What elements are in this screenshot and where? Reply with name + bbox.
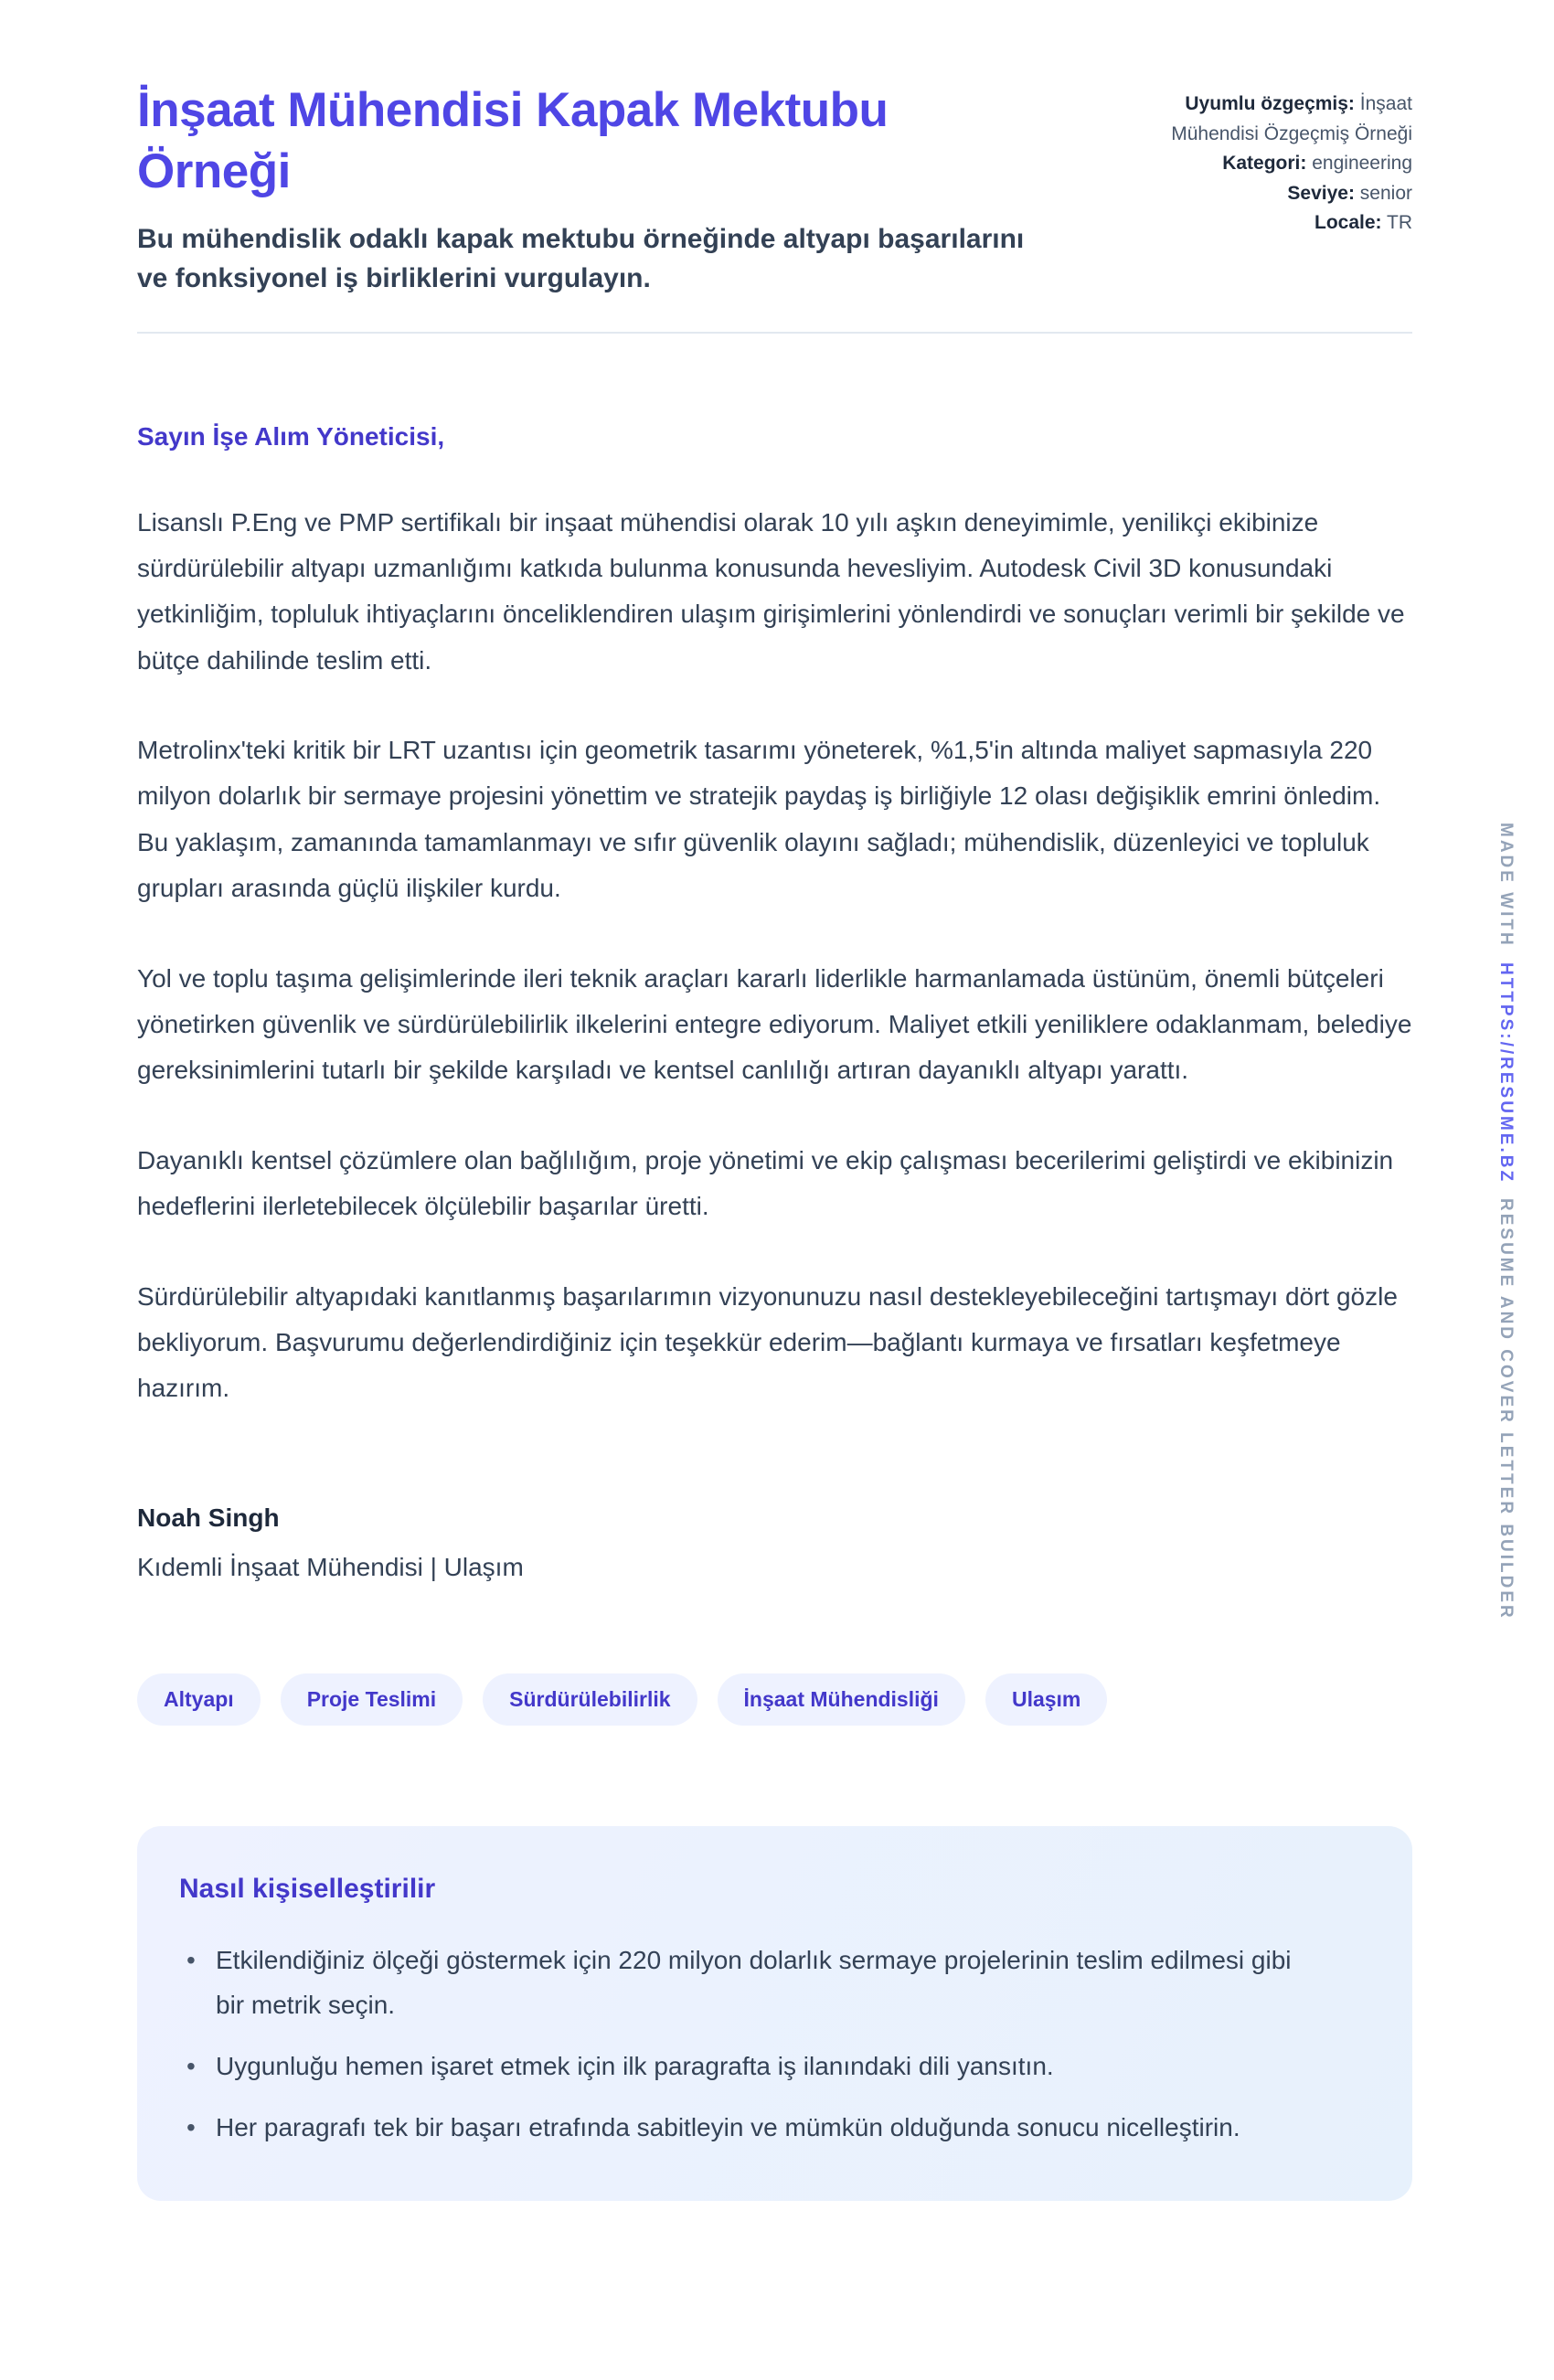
tips-item: • Etkilendiğiniz ölçeği göstermek için 220 milyon dolarlık sermaye projelerinin teslim edilmesi gibi bir metrik seçin. [179,1938,1304,2027]
signature-name: Noah Singh [137,1503,280,1532]
meta-value: TR [1387,212,1412,234]
meta-label: Kategori: [1222,153,1307,175]
builder-tagline: RESUME AND COVER LETTER BUILDER [1496,1197,1516,1620]
made-with-label: MADE WITH [1496,823,1516,948]
letter-paragraph: Sürdürülebilir altyapıdaki kanıtlanmış başarılarımın vizyonunuzu nasıl destekleyebileceğini tartışmayı dört gözle bekliyorum. Başvurumu değerlendirdiğiniz için teşekkür ederim—bağlantı kurmaya ve fırsatları keşfetmeye hazırım. [137,1281,1398,1403]
page-header [137,80,1412,299]
header-titles [137,80,1083,299]
meta-row-category [1138,149,1412,179]
letter-paragraph: Yol ve toplu taşıma gelişimlerinde ileri teknik araçları kararlı liderlikle harmanlamada üstünüm, önemli bütçeleri yönetirken güvenlik ve sürdürülebilirlik ilkelerini entegre ediyorum. Maliyet etkili yeniliklere odaklanmam, belediye gereksinimlerini tutarlı bir şekilde karşıladı ve kentsel canlılığı artıran dayanıklı altyapı yarattı. [137,963,1412,1085]
meta-value: İnşaat Mühendisi Özgeçmiş Örneği [1171,93,1412,144]
meta-row-locale [1138,208,1412,239]
meta-label: Seviye: [1287,182,1355,204]
signature-title: Kıdemli İnşaat Mühendisi | Ulaşım [137,1552,524,1581]
tag-pill-surdurulebilirlik[interactable]: Sürdürülebilirlik [483,1673,697,1726]
tag-list [137,1673,1412,1726]
meta-label: Uyumlu özgeçmiş: [1185,93,1355,114]
tips-list [179,1938,1361,2150]
cover-letter-body [137,418,1412,1582]
resume-bz-link[interactable]: HTTPS://RESUME.BZ [1496,962,1516,1184]
resume-meta [1138,80,1412,299]
letter-paragraph: Metrolinx'teki kritik bir LRT uzantısı için geometrik tasarımı yöneterek, %1,5'in altında maliyet sapmasıyla 220 milyon dolarlık bir sermaye projesini yönettim ve stratejik paydaş iş birliğiyle 12 olası değişiklik emrini önledim. Bu yaklaşım, zamanında tamamlanmayı ve sıfır güvenlik olayını sağladı; mühendislik, düzenleyici ve topluluk grupları arasında güçlü ilişkiler kurdu. [137,736,1381,903]
header-divider [137,332,1412,334]
page-title: İnşaat Mühendisi Kapak Mektubu Örneği [137,83,889,198]
letter-greeting: Sayın İşe Alım Yöneticisi, [137,421,445,451]
tag-pill-insaat-muhendisligi[interactable]: İnşaat Mühendisliği [718,1673,965,1726]
meta-value: senior [1359,182,1412,204]
meta-row-level [1138,179,1412,209]
meta-row-compatible-resume [1138,90,1412,149]
tips-item: • Her paragrafı tek bir başarı etrafında sabitleyin ve mümkün olduğunda sonucu nicelleştirin. [179,2105,1304,2150]
tag-pill-ulasim[interactable]: Ulaşım [985,1673,1107,1726]
meta-value: engineering [1312,153,1412,175]
letter-paragraph: Lisanslı P.Eng ve PMP sertifikalı bir inşaat mühendisi olarak 10 yılı aşkın deneyimimle, yenilikçi ekibinize sürdürülebilir altyapı uzmanlığımı katkıda bulunma konusunda hevesliyim. Autodesk Civil 3D konusundaki yetkinliğim, topluluk ihtiyaçlarını önceliklendiren ulaşım girişimlerini yönlendirdi ve sonuçları verimli bir şekilde ve bütçe dahilinde teslim etti. [137,507,1405,675]
page-subtitle: Bu mühendislik odaklı kapak mektubu örneğinde altyapı başarılarını ve fonksiyonel iş birliklerini vurgulayın. [137,223,1025,294]
personalization-tips-card [137,1826,1412,2201]
tag-pill-altyapi[interactable]: Altyapı [137,1673,261,1726]
tips-heading: Nasıl kişiselleştirilir [179,1873,436,1904]
letter-paragraph: Dayanıklı kentsel çözümlere olan bağlılığım, proje yönetimi ve ekip çalışması becerilerimi geliştirdi ve ekibinizin hedeflerini ilerletebilecek ölçülebilir başarılar üretti. [137,1145,1394,1221]
tips-item: • Uygunluğu hemen işaret etmek için ilk paragrafta iş ilanındaki dili yansıtın. [179,2044,1304,2088]
tag-pill-proje-teslimi[interactable]: Proje Teslimi [281,1673,463,1726]
made-with-rail [1495,823,1516,1620]
meta-label: Locale: [1315,212,1382,234]
